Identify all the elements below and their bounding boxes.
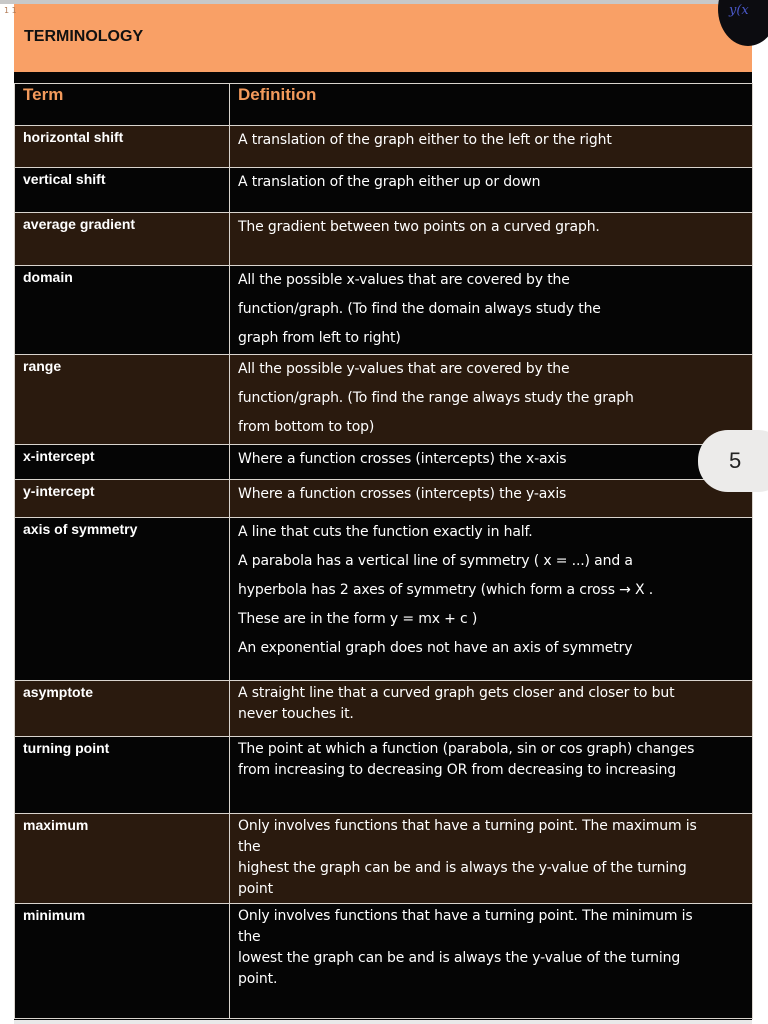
term-cell: turning point: [15, 737, 230, 814]
definition-line: A straight line that a curved graph gets closer and closer to but: [238, 685, 675, 701]
table-row: [15, 213, 753, 266]
definition-line: point: [238, 881, 273, 897]
definition-line: function/graph. (To find the range always study the graph: [238, 390, 634, 406]
definition-line: from increasing to decreasing OR from decreasing to increasing: [238, 762, 676, 778]
header-definition: Definition: [230, 84, 753, 126]
term-cell: domain: [15, 266, 230, 355]
table-row: [15, 904, 753, 1019]
definition-cell: [230, 168, 753, 213]
definition-line: These are in the form y = mx + c ): [238, 611, 478, 627]
definition-line: An exponential graph does not have an axis of symmetry: [238, 640, 633, 656]
term-cell: average gradient: [15, 213, 230, 266]
definition-line: from bottom to top): [238, 419, 375, 435]
definition-line: point.: [238, 971, 278, 987]
table-row: [15, 126, 753, 168]
table-header-row: [15, 84, 753, 126]
definition-line: graph from left to right): [238, 330, 401, 346]
definition-cell: [230, 737, 753, 814]
term-cell: horizontal shift: [15, 126, 230, 168]
header-term: Term: [15, 84, 230, 126]
definition-cell: [230, 480, 753, 518]
definition-line: the: [238, 929, 261, 945]
page-bottom-rule: [14, 1020, 752, 1024]
definition-line: Only involves functions that have a turning point. The minimum is: [238, 908, 693, 924]
table-row: [15, 480, 753, 518]
header-band: [4, 4, 752, 72]
table-row: [15, 355, 753, 445]
term-cell: x-intercept: [15, 445, 230, 480]
definition-cell: [230, 904, 753, 1019]
definition-line: Only involves functions that have a turning point. The maximum is: [238, 818, 697, 834]
table-row: [15, 266, 753, 355]
definition-line: All the possible x-values that are covered by the: [238, 272, 570, 288]
term-cell: minimum: [15, 904, 230, 1019]
definition-line: never touches it.: [238, 706, 354, 722]
table-row: [15, 168, 753, 213]
term-cell: asymptote: [15, 681, 230, 737]
top-left-mark: 1 1: [4, 6, 17, 15]
definition-cell: [230, 213, 753, 266]
definition-line: A parabola has a vertical line of symmetry ( x = ...) and a: [238, 553, 633, 569]
definition-line: Where a function crosses (intercepts) the y-axis: [238, 486, 567, 502]
term-cell: maximum: [15, 814, 230, 904]
definition-line: A translation of the graph either up or down: [238, 174, 541, 190]
definition-cell: [230, 814, 753, 904]
term-cell: axis of symmetry: [15, 518, 230, 681]
term-cell: vertical shift: [15, 168, 230, 213]
definition-cell: [230, 126, 753, 168]
definition-line: Where a function crosses (intercepts) the x-axis: [238, 451, 567, 467]
definition-cell: [230, 518, 753, 681]
definition-line: A line that cuts the function exactly in half.: [238, 524, 533, 540]
definition-cell: [230, 681, 753, 737]
definition-line: lowest the graph can be and is always the y-value of the turning: [238, 950, 681, 966]
corner-mark: y(x: [729, 3, 749, 18]
definition-cell: [230, 445, 753, 480]
definition-line: hyperbola has 2 axes of symmetry (which form a cross → X .: [238, 582, 654, 598]
table-row: [15, 814, 753, 904]
definition-cell: [230, 266, 753, 355]
page-title: TERMINOLOGY: [24, 28, 144, 45]
definition-line: The gradient between two points on a curved graph.: [238, 219, 600, 235]
terminology-table: [14, 83, 753, 1019]
definition-line: All the possible y-values that are covered by the: [238, 361, 570, 377]
table-row: [15, 681, 753, 737]
term-cell: range: [15, 355, 230, 445]
term-cell: y-intercept: [15, 480, 230, 518]
table-row: [15, 445, 753, 480]
definition-line: the: [238, 839, 261, 855]
table-row: [15, 737, 753, 814]
table-row: [15, 518, 753, 681]
page-number: 5: [729, 448, 742, 473]
definition-line: highest the graph can be and is always the y-value of the turning: [238, 860, 687, 876]
definition-line: A translation of the graph either to the left or the right: [238, 132, 612, 148]
definition-line: The point at which a function (parabola, sin or cos graph) changes: [238, 741, 695, 757]
definition-line: function/graph. (To find the domain always study the: [238, 301, 601, 317]
definition-cell: [230, 355, 753, 445]
